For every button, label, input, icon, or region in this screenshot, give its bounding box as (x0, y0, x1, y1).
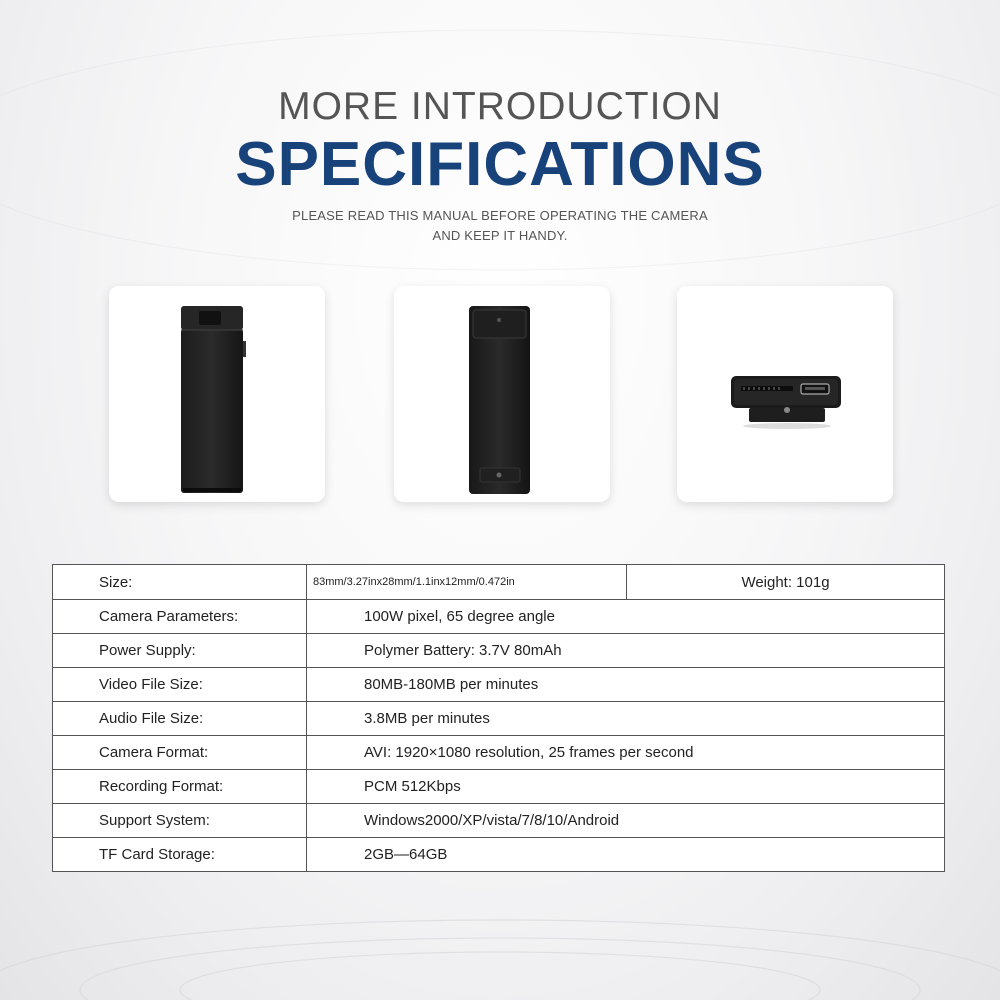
camera-bottom-ports-image (677, 286, 893, 502)
camera-back-view-card (394, 286, 610, 502)
spec-label: Camera Parameters: (53, 600, 307, 634)
spec-label: Support System: (53, 804, 307, 838)
camera-front-view-card (109, 286, 325, 502)
table-row (53, 736, 945, 770)
table-row (53, 838, 945, 872)
spec-label: Video File Size: (53, 668, 307, 702)
spec-label: Power Supply: (53, 634, 307, 668)
subtitle-line-1: PLEASE READ THIS MANUAL BEFORE OPERATING THE CAMERA (292, 208, 708, 223)
subtitle (0, 206, 1000, 246)
page-title: SPECIFICATIONS (235, 130, 765, 199)
table-row-size (53, 565, 945, 600)
camera-front-view-image (109, 286, 325, 502)
header (0, 84, 1000, 246)
spec-value: Polymer Battery: 3.7V 80mAh (307, 634, 945, 668)
spec-value: AVI: 1920×1080 resolution, 25 frames per second (307, 736, 945, 770)
specifications-table (52, 564, 945, 872)
subtitle-line-2: AND KEEP IT HANDY. (432, 228, 568, 243)
table-row (53, 634, 945, 668)
table-row (53, 702, 945, 736)
spec-value-weight: Weight: 101g (627, 565, 945, 600)
spec-value-size: 83mm/3.27inx28mm/1.1inx12mm/0.472in (307, 565, 627, 600)
spec-value: 100W pixel, 65 degree angle (307, 600, 945, 634)
spec-label: Audio File Size: (53, 702, 307, 736)
product-image-row (0, 286, 1000, 502)
spec-label-size: Size: (53, 565, 307, 600)
spec-value: Windows2000/XP/vista/7/8/10/Android (307, 804, 945, 838)
table-row (53, 600, 945, 634)
table-row (53, 770, 945, 804)
spec-value: 2GB—64GB (307, 838, 945, 872)
spec-value: 3.8MB per minutes (307, 702, 945, 736)
spec-value: PCM 512Kbps (307, 770, 945, 804)
table-row (53, 804, 945, 838)
intro-heading: MORE INTRODUCTION (278, 85, 722, 128)
camera-ports-view-card (677, 286, 893, 502)
spec-label: Camera Format: (53, 736, 307, 770)
spec-value: 80MB-180MB per minutes (307, 668, 945, 702)
spec-label: TF Card Storage: (53, 838, 307, 872)
table-row (53, 668, 945, 702)
camera-back-view-image (394, 286, 610, 502)
spec-label: Recording Format: (53, 770, 307, 804)
